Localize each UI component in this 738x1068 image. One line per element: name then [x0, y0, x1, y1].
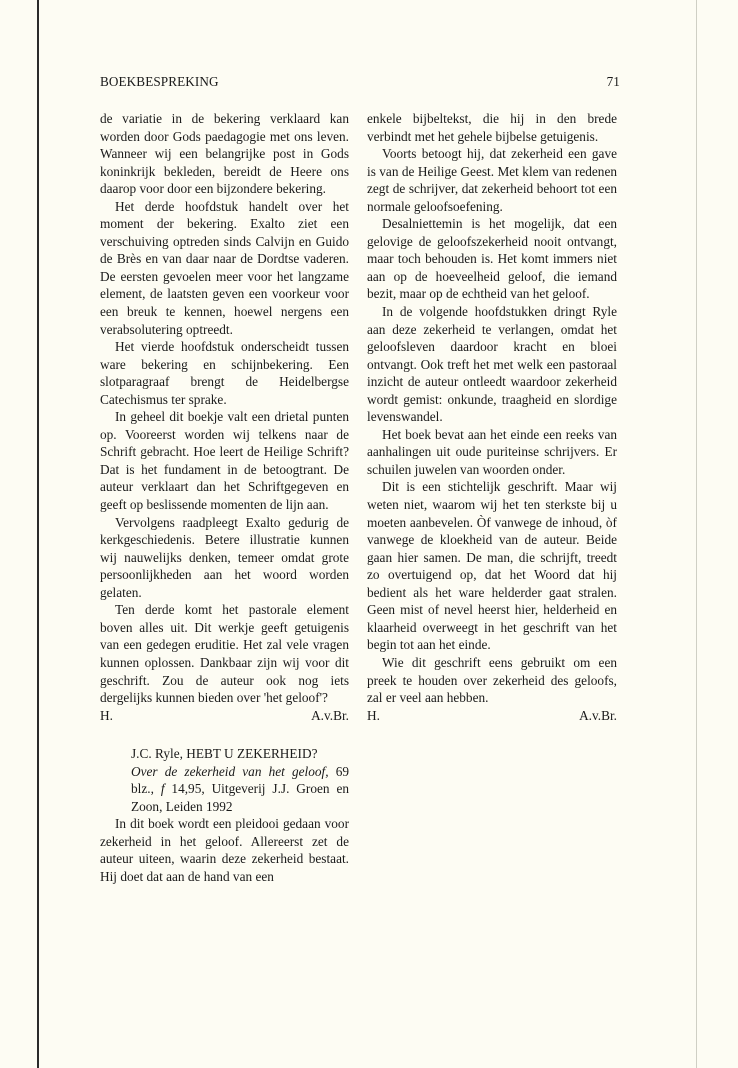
paragraph: de variatie in de bekering verklaard kan worden door Gods paedagogie met ons leven. Wanneer wij een belangrijke post in Gods koninkrijk bekleden, bereidt de Heere ons daarop voor door een bijzondere bekering. [100, 111, 349, 197]
left-column [100, 110, 349, 886]
price-symbol: f [160, 781, 165, 797]
review-signature [367, 707, 617, 725]
page-number: 71 [606, 74, 620, 89]
paragraph: Desalniettemin is het mogelijk, dat een gelovige de geloofszekerheid nooit ontvangt, maar toch behouden is. Het komt immers niet aan op de hoeveelheid geloof, die iemand bezit, maar op de echtheid van het geloof. [367, 216, 617, 302]
paragraph: In geheel dit boekje valt een drietal punten op. Vooreerst worden wij telkens naar de Schrift gebracht. Hoe leert de Heilige Schrift? Dat is het fundament in de betoogtrant. De auteur verklaart dan het Schriftgegeven en geeft op beslissende momenten de lijn aan. [100, 409, 349, 513]
paragraph: enkele bijbeltekst, die hij in den brede verbindt met het gehele bijbelse getuigenis. [367, 111, 617, 144]
paragraph: Ten derde komt het pastorale element boven alles uit. Dit werkje geeft getuigenis van een gedegen eruditie. Het zal vele vragen kunnen oplossen. Dankbaar zijn wij voor dit geschrift. Zou de auteur ook nog iets dergelijks kunnen bieden over 'het geloof'? [100, 602, 349, 706]
paragraph: Dit is een stichtelijk geschrift. Maar wij weten niet, waarom wij het ten sterkste bij u moeten aanbevelen. Òf vanwege de inhoud, òf vanwege de kloekheid van de auteur. Beide gaan hier samen. De man, die schrijft, treedt zo overtuigend op, dat het Woord dat hij bedient als het ware helderder gaat stralen. Geen mist of nevel heerst hier, helderheid en klaarheid overweegt in het geschrift van het begin tot aan het einde. [367, 479, 617, 653]
book-reference [100, 745, 349, 815]
page-edge-right [696, 0, 697, 1068]
book-pages: 69 blz., [131, 763, 350, 797]
review-signature [100, 707, 349, 725]
book-title-line: J.C. Ryle, HEBT U ZEKERHEID? [131, 746, 318, 762]
book-publisher: 14,95, Uitgeverij J.J. Groen en Zoon, Leiden 1992 [131, 781, 349, 814]
paragraph: Voorts betoogt hij, dat zekerheid een gave is van de Heilige Geest. Met klem van redenen zegt de schrijver, dat zekerheid behoort tot een normale geloofsoefening. [367, 146, 617, 214]
page-edge-left [37, 0, 39, 1068]
paragraph: Het boek bevat aan het einde een reeks van aanhalingen uit oude puriteinse schrijvers. Er schuilen juwelen van woorden onder. [367, 426, 617, 477]
paragraph: Het derde hoofdstuk handelt over het moment der bekering. Exalto ziet een verschuiving optreden sinds Calvijn en Guido de Brès en van daar naar de Dordtse vaderen. De eersten gevoelen meer voor het langzame element, de laatsten geven een voorkeur voor een breuk te kennen, hoewel nergens een verabsolutering optreedt. [100, 198, 349, 337]
signature-initial: H. [367, 707, 380, 723]
running-header [100, 74, 620, 94]
paragraph: Vervolgens raadpleegt Exalto gedurig de kerkgeschiedenis. Betere illustratie kunnen wij nauwelijks denken, temeer omdat grote persoonlijkheden aan het woord worden gelaten. [100, 514, 349, 600]
signature-author: A.v.Br. [579, 707, 617, 723]
paragraph: In de volgende hoofdstukken dringt Ryle aan deze zekerheid te verlangen, omdat het geloofsleven daardoor kracht en bloei ontvangt. Ook treft het met welk een pastoraal inzicht de auteur ontleedt waardoor zekerheid wordt gemist: onkunde, traagheid en slordige levenswandel. [367, 304, 617, 425]
paragraph: In dit boek wordt een pleidooi gedaan voor zekerheid in het geloof. Allereerst zet de auteur uiteen, waarin deze zekerheid bestaat. Hij doet dat aan de hand van een [100, 816, 349, 884]
right-column [367, 110, 617, 724]
paragraph: Wie dit geschrift eens gebruikt om een preek te houden over zekerheid des geloofs, zal er veel aan hebben. [367, 654, 617, 706]
signature-author: A.v.Br. [311, 707, 349, 723]
book-subtitle: Over de zekerheid van het geloof, [131, 763, 329, 779]
paragraph: Het vierde hoofdstuk onderscheidt tussen ware bekering en schijnbekering. Een slotparagraaf brengt de Heidelbergse Catechismus ter sprake. [100, 339, 349, 407]
section-title: BOEKBESPREKING [100, 74, 219, 89]
book-details [131, 764, 349, 814]
signature-initial: H. [100, 707, 113, 723]
